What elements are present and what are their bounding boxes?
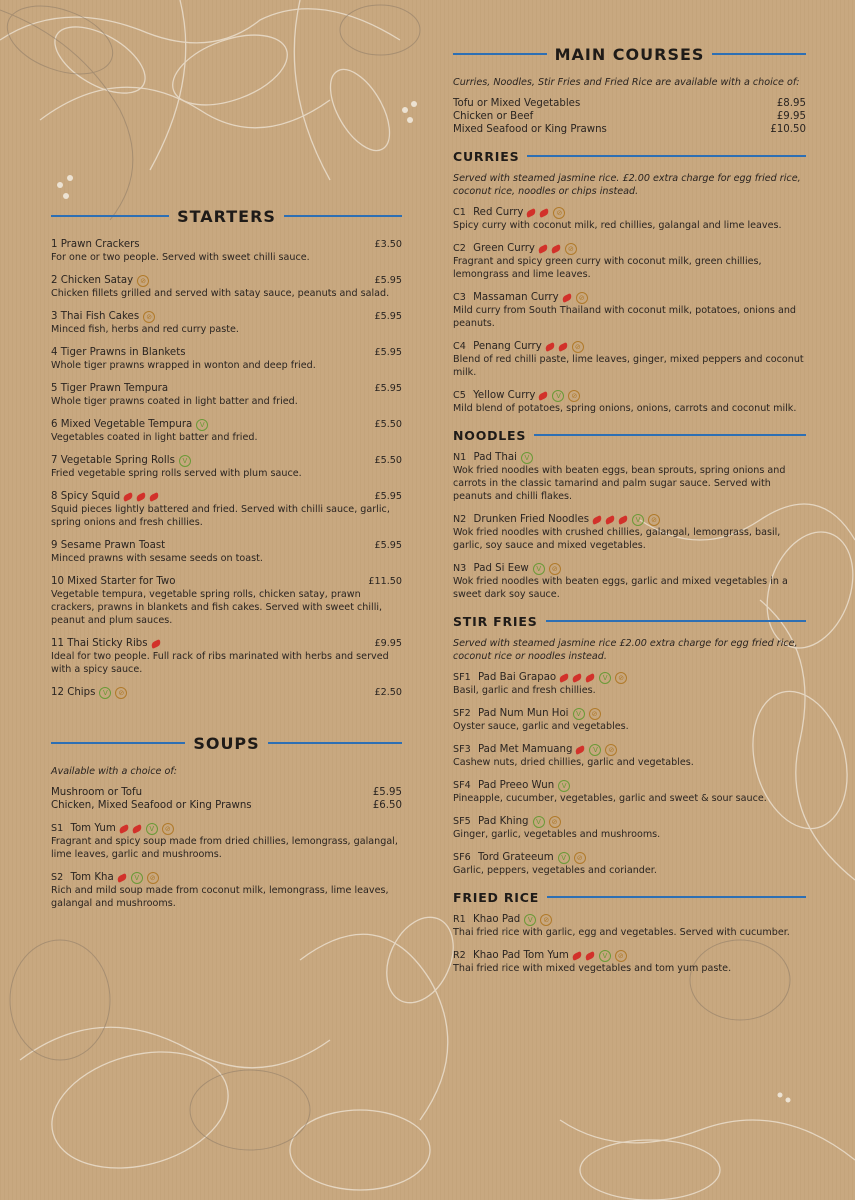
item-name bbox=[51, 454, 191, 467]
item-title: Khao Pad bbox=[473, 914, 521, 925]
section-title: NOODLES bbox=[453, 427, 527, 443]
item-header bbox=[453, 242, 806, 255]
item-code: SF1 bbox=[453, 672, 471, 683]
chili-icon bbox=[526, 208, 538, 218]
item-title: Tord Grateeum bbox=[477, 852, 554, 863]
menu-item bbox=[453, 291, 806, 330]
item-header bbox=[453, 340, 806, 353]
item-price: £5.95 bbox=[374, 491, 402, 502]
item-description: Spicy curry with coconut milk, red chillies, galangal and lime leaves. bbox=[453, 220, 782, 231]
menu-item bbox=[453, 815, 806, 841]
item-title: Pad Bai Grapao bbox=[477, 672, 557, 683]
chili-icon bbox=[135, 492, 147, 502]
price-option: Chicken or Beef bbox=[453, 111, 534, 122]
menu-item bbox=[453, 206, 806, 232]
vegetarian-icon: V bbox=[632, 514, 644, 526]
menu-item bbox=[51, 346, 402, 372]
item-title: 11 Thai Sticky Ribs bbox=[51, 638, 148, 649]
vegetarian-icon: V bbox=[196, 419, 208, 431]
section-title: CURRIES bbox=[453, 148, 520, 164]
starters-list bbox=[51, 238, 402, 699]
item-header bbox=[51, 686, 402, 699]
item-code: SF6 bbox=[453, 852, 471, 863]
price-value: £10.50 bbox=[770, 124, 806, 135]
menu-item bbox=[453, 913, 806, 939]
item-name bbox=[453, 707, 601, 720]
item-name bbox=[51, 310, 155, 323]
item-description: Pineapple, cucumber, vegetables, garlic and sweet & sour sauce. bbox=[453, 793, 767, 804]
item-title: Pad Preeo Wun bbox=[477, 780, 555, 791]
menu-item bbox=[51, 575, 402, 627]
rule bbox=[712, 53, 806, 55]
nut-icon: ⊘ bbox=[568, 390, 580, 402]
price-value: £9.95 bbox=[776, 111, 806, 122]
stir-fries-list bbox=[453, 671, 806, 877]
item-header bbox=[453, 913, 806, 926]
curries-note: Served with steamed jasmine rice. £2.00 extra charge for egg fried rice, coconut rice, noodles or chips instead. bbox=[453, 173, 801, 197]
item-header bbox=[51, 454, 402, 467]
curries-header bbox=[453, 146, 806, 166]
menu-item bbox=[51, 238, 402, 264]
price-row bbox=[453, 123, 806, 136]
chili-icon bbox=[122, 492, 134, 502]
item-description: Thai fried rice with garlic, egg and vegetables. Served with cucumber. bbox=[453, 927, 790, 938]
chili-icon bbox=[571, 673, 583, 683]
item-price: £11.50 bbox=[368, 576, 402, 587]
item-price: £9.95 bbox=[374, 638, 402, 649]
price-option: Chicken, Mixed Seafood or King Prawns bbox=[51, 800, 252, 811]
item-title: 6 Mixed Vegetable Tempura bbox=[51, 419, 193, 430]
soups-list bbox=[51, 822, 402, 910]
price-value: £8.95 bbox=[776, 98, 806, 109]
chili-icon bbox=[538, 391, 550, 401]
item-name bbox=[453, 206, 565, 219]
item-title: 7 Vegetable Spring Rolls bbox=[51, 455, 175, 466]
menu-item bbox=[453, 779, 806, 805]
nut-icon: ⊘ bbox=[576, 292, 588, 304]
item-description: Vegetable tempura, vegetable spring rolls, chicken satay, prawn crackers, prawns in blankets and fish cakes. Served with sweet chilli, peanut and plum sauces. bbox=[51, 589, 383, 626]
nut-icon: ⊘ bbox=[549, 816, 561, 828]
item-name bbox=[453, 389, 580, 402]
menu-item bbox=[51, 274, 402, 300]
item-title: Khao Pad Tom Yum bbox=[473, 950, 569, 961]
item-name bbox=[51, 346, 186, 359]
item-name bbox=[51, 490, 159, 503]
item-name bbox=[51, 238, 140, 251]
item-header bbox=[453, 815, 806, 828]
item-name bbox=[453, 513, 660, 526]
item-code: C2 bbox=[453, 243, 466, 254]
item-description: Vegetables coated in light batter and fried. bbox=[51, 432, 258, 443]
menu-item bbox=[453, 743, 806, 769]
vegetarian-icon: V bbox=[599, 672, 611, 684]
nut-icon: ⊘ bbox=[572, 341, 584, 353]
section-title: SOUPS bbox=[193, 733, 260, 753]
item-name bbox=[51, 637, 161, 650]
item-title: 8 Spicy Squid bbox=[51, 491, 121, 502]
menu-item bbox=[51, 822, 402, 861]
item-name bbox=[453, 671, 627, 684]
chili-icon bbox=[116, 873, 128, 883]
item-description: Fragrant and spicy soup made from dried chillies, lemongrass, galangal, lime leaves, garlic and mushrooms. bbox=[51, 836, 398, 860]
price-row bbox=[453, 110, 806, 123]
menu-item bbox=[453, 451, 806, 503]
section-title: STARTERS bbox=[177, 206, 276, 226]
item-name bbox=[51, 822, 174, 835]
vegetarian-icon: V bbox=[179, 455, 191, 467]
nut-icon: ⊘ bbox=[553, 207, 565, 219]
vegetarian-icon: V bbox=[573, 708, 585, 720]
item-title: Massaman Curry bbox=[473, 292, 559, 303]
item-header bbox=[453, 451, 806, 464]
nut-icon: ⊘ bbox=[615, 950, 627, 962]
item-header bbox=[453, 707, 806, 720]
nut-icon: ⊘ bbox=[605, 744, 617, 756]
item-code: SF5 bbox=[453, 816, 471, 827]
item-description: Ginger, garlic, vegetables and mushrooms. bbox=[453, 829, 661, 840]
item-name bbox=[453, 242, 577, 255]
item-header bbox=[51, 418, 402, 431]
item-title: 4 Tiger Prawns in Blankets bbox=[51, 347, 186, 358]
vegetarian-icon: V bbox=[589, 744, 601, 756]
item-name bbox=[51, 575, 175, 588]
chili-icon bbox=[537, 244, 549, 254]
item-description: Thai fried rice with mixed vegetables and tom yum paste. bbox=[453, 963, 732, 974]
item-code: C5 bbox=[453, 390, 466, 401]
item-description: Whole tiger prawns coated in light batter and fried. bbox=[51, 396, 298, 407]
item-code: R1 bbox=[453, 914, 466, 925]
rule bbox=[547, 896, 806, 898]
item-description: Rich and mild soup made from coconut milk, lemongrass, lime leaves, galangal and mushrooms. bbox=[51, 885, 389, 909]
rule bbox=[527, 155, 806, 157]
item-price: £5.95 bbox=[374, 311, 402, 322]
item-header bbox=[453, 513, 806, 526]
vegetarian-icon: V bbox=[599, 950, 611, 962]
price-option: Tofu or Mixed Vegetables bbox=[453, 98, 581, 109]
item-name bbox=[51, 274, 149, 287]
menu-item bbox=[453, 671, 806, 697]
fried-rice-header bbox=[453, 887, 806, 907]
item-description: Minced fish, herbs and red curry paste. bbox=[51, 324, 239, 335]
right-column bbox=[453, 42, 806, 985]
menu-item bbox=[51, 637, 402, 676]
item-description: Basil, garlic and fresh chillies. bbox=[453, 685, 596, 696]
item-code: S2 bbox=[51, 872, 64, 883]
menu-item bbox=[453, 242, 806, 281]
item-header bbox=[51, 274, 402, 287]
item-title: Red Curry bbox=[473, 207, 524, 218]
item-title: 3 Thai Fish Cakes bbox=[51, 311, 140, 322]
item-header bbox=[453, 779, 806, 792]
item-price: £5.95 bbox=[374, 383, 402, 394]
item-description: Whole tiger prawns wrapped in wonton and deep fried. bbox=[51, 360, 316, 371]
nut-icon: ⊘ bbox=[115, 687, 127, 699]
item-header bbox=[453, 206, 806, 219]
item-name bbox=[453, 743, 617, 756]
item-header bbox=[51, 490, 402, 503]
vegetarian-icon: V bbox=[131, 872, 143, 884]
item-header bbox=[51, 238, 402, 251]
item-price: £5.95 bbox=[374, 540, 402, 551]
nut-icon: ⊘ bbox=[574, 852, 586, 864]
item-title: Pad Si Eew bbox=[473, 563, 529, 574]
item-description: Mild blend of potatoes, spring onions, onions, carrots and coconut milk. bbox=[453, 403, 797, 414]
item-price: £5.50 bbox=[374, 419, 402, 430]
item-name bbox=[453, 562, 561, 575]
menu-item bbox=[453, 851, 806, 877]
nut-icon: ⊘ bbox=[648, 514, 660, 526]
item-title: Drunken Fried Noodles bbox=[473, 514, 590, 525]
item-header bbox=[51, 871, 402, 884]
chili-icon bbox=[591, 515, 603, 525]
menu-item bbox=[51, 490, 402, 529]
menu-item bbox=[51, 418, 402, 444]
rule bbox=[453, 53, 547, 55]
nut-icon: ⊘ bbox=[137, 275, 149, 287]
chili-icon bbox=[584, 951, 596, 961]
item-description: Fragrant and spicy green curry with coconut milk, green chillies, lemongrass and lime leaves. bbox=[453, 256, 762, 280]
item-description: Blend of red chilli paste, lime leaves, ginger, mixed peppers and coconut milk. bbox=[453, 354, 804, 378]
nut-icon: ⊘ bbox=[565, 243, 577, 255]
soup-price-list bbox=[51, 786, 402, 812]
item-description: Wok fried noodles with beaten eggs, garlic and mixed vegetables in a sweet dark soy sauce. bbox=[453, 576, 788, 600]
main-courses-header bbox=[453, 42, 806, 66]
nut-icon: ⊘ bbox=[143, 311, 155, 323]
item-header bbox=[51, 822, 402, 835]
menu-item bbox=[51, 382, 402, 408]
stir-fries-header bbox=[453, 611, 806, 631]
menu-item bbox=[453, 389, 806, 415]
menu-item bbox=[51, 686, 402, 699]
section-title: FRIED RICE bbox=[453, 889, 540, 905]
chili-icon bbox=[131, 824, 143, 834]
item-header bbox=[453, 562, 806, 575]
item-name bbox=[453, 451, 533, 464]
item-title: Yellow Curry bbox=[473, 390, 536, 401]
item-description: Fried vegetable spring rolls served with plum sauce. bbox=[51, 468, 302, 479]
menu-item bbox=[453, 513, 806, 552]
starters-header bbox=[51, 204, 402, 228]
item-title: Green Curry bbox=[473, 243, 535, 254]
item-code: C3 bbox=[453, 292, 466, 303]
item-header bbox=[51, 382, 402, 395]
item-title: Pad Num Mun Hoi bbox=[477, 708, 569, 719]
menu-item bbox=[453, 562, 806, 601]
chili-icon bbox=[118, 824, 130, 834]
rule bbox=[546, 620, 806, 622]
item-name bbox=[453, 340, 584, 353]
item-description: For one or two people. Served with sweet chilli sauce. bbox=[51, 252, 310, 263]
price-row bbox=[453, 97, 806, 110]
item-description: Oyster sauce, garlic and vegetables. bbox=[453, 721, 629, 732]
item-name bbox=[51, 418, 208, 431]
price-value: £5.95 bbox=[372, 787, 402, 798]
item-title: Penang Curry bbox=[473, 341, 542, 352]
item-header bbox=[51, 539, 402, 552]
menu-item bbox=[453, 707, 806, 733]
chili-icon bbox=[550, 244, 562, 254]
item-name bbox=[453, 913, 552, 926]
menu-item bbox=[453, 949, 806, 975]
vegetarian-icon: V bbox=[533, 563, 545, 575]
item-header bbox=[51, 346, 402, 359]
chili-icon bbox=[617, 515, 629, 525]
item-code: C1 bbox=[453, 207, 466, 218]
vegetarian-icon: V bbox=[521, 452, 533, 464]
item-price: £5.50 bbox=[374, 455, 402, 466]
fried-rice-list bbox=[453, 913, 806, 975]
item-code: C4 bbox=[453, 341, 466, 352]
chili-icon bbox=[561, 293, 573, 303]
nut-icon: ⊘ bbox=[589, 708, 601, 720]
item-price: £2.50 bbox=[374, 687, 402, 698]
vegetarian-icon: V bbox=[558, 780, 570, 792]
item-title: 5 Tiger Prawn Tempura bbox=[51, 383, 169, 394]
item-name bbox=[453, 949, 627, 962]
item-price: £3.50 bbox=[374, 239, 402, 250]
chili-icon bbox=[558, 673, 570, 683]
price-row bbox=[51, 799, 402, 812]
chili-icon bbox=[544, 342, 556, 352]
item-title: Pad Khing bbox=[477, 816, 529, 827]
item-name bbox=[51, 382, 168, 395]
item-header bbox=[51, 575, 402, 588]
item-description: Minced prawns with sesame seeds on toast. bbox=[51, 553, 263, 564]
rule bbox=[284, 215, 402, 217]
item-name bbox=[51, 871, 159, 884]
item-name bbox=[51, 539, 165, 552]
item-price: £5.95 bbox=[374, 347, 402, 358]
item-header bbox=[453, 671, 806, 684]
nut-icon: ⊘ bbox=[615, 672, 627, 684]
item-code: SF3 bbox=[453, 744, 471, 755]
item-description: Cashew nuts, dried chillies, garlic and vegetables. bbox=[453, 757, 694, 768]
menu-item bbox=[51, 310, 402, 336]
item-code: SF2 bbox=[453, 708, 471, 719]
noodles-header bbox=[453, 425, 806, 445]
vegetarian-icon: V bbox=[552, 390, 564, 402]
curries-list bbox=[453, 206, 806, 415]
soups-note: Available with a choice of: bbox=[51, 766, 177, 777]
item-description: Ideal for two people. Full rack of ribs marinated with herbs and served with a spicy sauce. bbox=[51, 651, 389, 675]
chili-icon bbox=[539, 208, 551, 218]
item-code: N3 bbox=[453, 563, 467, 574]
item-description: Garlic, peppers, vegetables and coriander. bbox=[453, 865, 657, 876]
item-description: Wok fried noodles with beaten eggs, bean sprouts, spring onions and carrots in the classic tamarind and palm sugar sauce. Served with peanuts and chilli flakes. bbox=[453, 465, 786, 502]
item-name bbox=[453, 291, 588, 304]
chili-icon bbox=[150, 639, 162, 649]
vegetarian-icon: V bbox=[524, 914, 536, 926]
nut-icon: ⊘ bbox=[162, 823, 174, 835]
item-code: SF4 bbox=[453, 780, 471, 791]
chili-icon bbox=[148, 492, 160, 502]
item-header bbox=[51, 310, 402, 323]
chili-icon bbox=[575, 745, 587, 755]
vegetarian-icon: V bbox=[99, 687, 111, 699]
item-description: Chicken fillets grilled and served with satay sauce, peanuts and salad. bbox=[51, 288, 390, 299]
main-price-list bbox=[453, 97, 806, 136]
chili-icon bbox=[584, 673, 596, 683]
noodles-list bbox=[453, 451, 806, 601]
item-title: Pad Thai bbox=[473, 452, 517, 463]
vegetarian-icon: V bbox=[533, 816, 545, 828]
item-title: 12 Chips bbox=[51, 687, 96, 698]
item-description: Squid pieces lightly battered and fried. Served with chilli sauce, garlic, spring onions and fresh chillies. bbox=[51, 504, 390, 528]
chili-icon bbox=[571, 951, 583, 961]
item-code: N2 bbox=[453, 514, 467, 525]
item-code: S1 bbox=[51, 823, 64, 834]
item-name bbox=[453, 851, 586, 864]
price-option: Mixed Seafood or King Prawns bbox=[453, 124, 607, 135]
menu-item bbox=[51, 871, 402, 910]
item-name bbox=[453, 815, 561, 828]
item-code: N1 bbox=[453, 452, 467, 463]
item-description: Mild curry from South Thailand with coconut milk, potatoes, onions and peanuts. bbox=[453, 305, 796, 329]
item-title: 1 Prawn Crackers bbox=[51, 239, 140, 250]
main-note: Curries, Noodles, Stir Fries and Fried Rice are available with a choice of: bbox=[453, 77, 800, 88]
rule bbox=[268, 742, 402, 744]
item-header bbox=[453, 743, 806, 756]
nut-icon: ⊘ bbox=[549, 563, 561, 575]
item-title: Pad Met Mamuang bbox=[477, 744, 573, 755]
left-column bbox=[51, 204, 402, 920]
vegetarian-icon: V bbox=[146, 823, 158, 835]
rule bbox=[51, 742, 185, 744]
section-title: MAIN COURSES bbox=[554, 44, 705, 64]
section-title: STIR FRIES bbox=[453, 613, 538, 629]
item-title: 9 Sesame Prawn Toast bbox=[51, 540, 166, 551]
item-title: Tom Kha bbox=[70, 872, 114, 883]
item-header bbox=[453, 389, 806, 402]
item-header bbox=[453, 291, 806, 304]
nut-icon: ⊘ bbox=[540, 914, 552, 926]
soups-header bbox=[51, 731, 402, 755]
item-header bbox=[453, 949, 806, 962]
nut-icon: ⊘ bbox=[147, 872, 159, 884]
price-row bbox=[51, 786, 402, 799]
vegetarian-icon: V bbox=[558, 852, 570, 864]
item-title: 2 Chicken Satay bbox=[51, 275, 134, 286]
item-header bbox=[51, 637, 402, 650]
menu-item bbox=[51, 454, 402, 480]
item-name bbox=[51, 686, 127, 699]
menu-item bbox=[51, 539, 402, 565]
item-name bbox=[453, 779, 570, 792]
stir-fries-note: Served with steamed jasmine rice £2.00 extra charge for egg fried rice, coconut rice or noodles instead. bbox=[453, 638, 798, 662]
rule bbox=[534, 434, 806, 436]
chili-icon bbox=[557, 342, 569, 352]
item-header bbox=[453, 851, 806, 864]
item-description: Wok fried noodles with crushed chillies, galangal, lemongrass, basil, garlic, soy sauce and mixed vegetables. bbox=[453, 527, 781, 551]
item-price: £5.95 bbox=[374, 275, 402, 286]
chili-icon bbox=[604, 515, 616, 525]
item-title: 10 Mixed Starter for Two bbox=[51, 576, 176, 587]
item-code: R2 bbox=[453, 950, 466, 961]
price-value: £6.50 bbox=[372, 800, 402, 811]
price-option: Mushroom or Tofu bbox=[51, 787, 143, 798]
menu-item bbox=[453, 340, 806, 379]
item-title: Tom Yum bbox=[70, 823, 116, 834]
rule bbox=[51, 215, 169, 217]
